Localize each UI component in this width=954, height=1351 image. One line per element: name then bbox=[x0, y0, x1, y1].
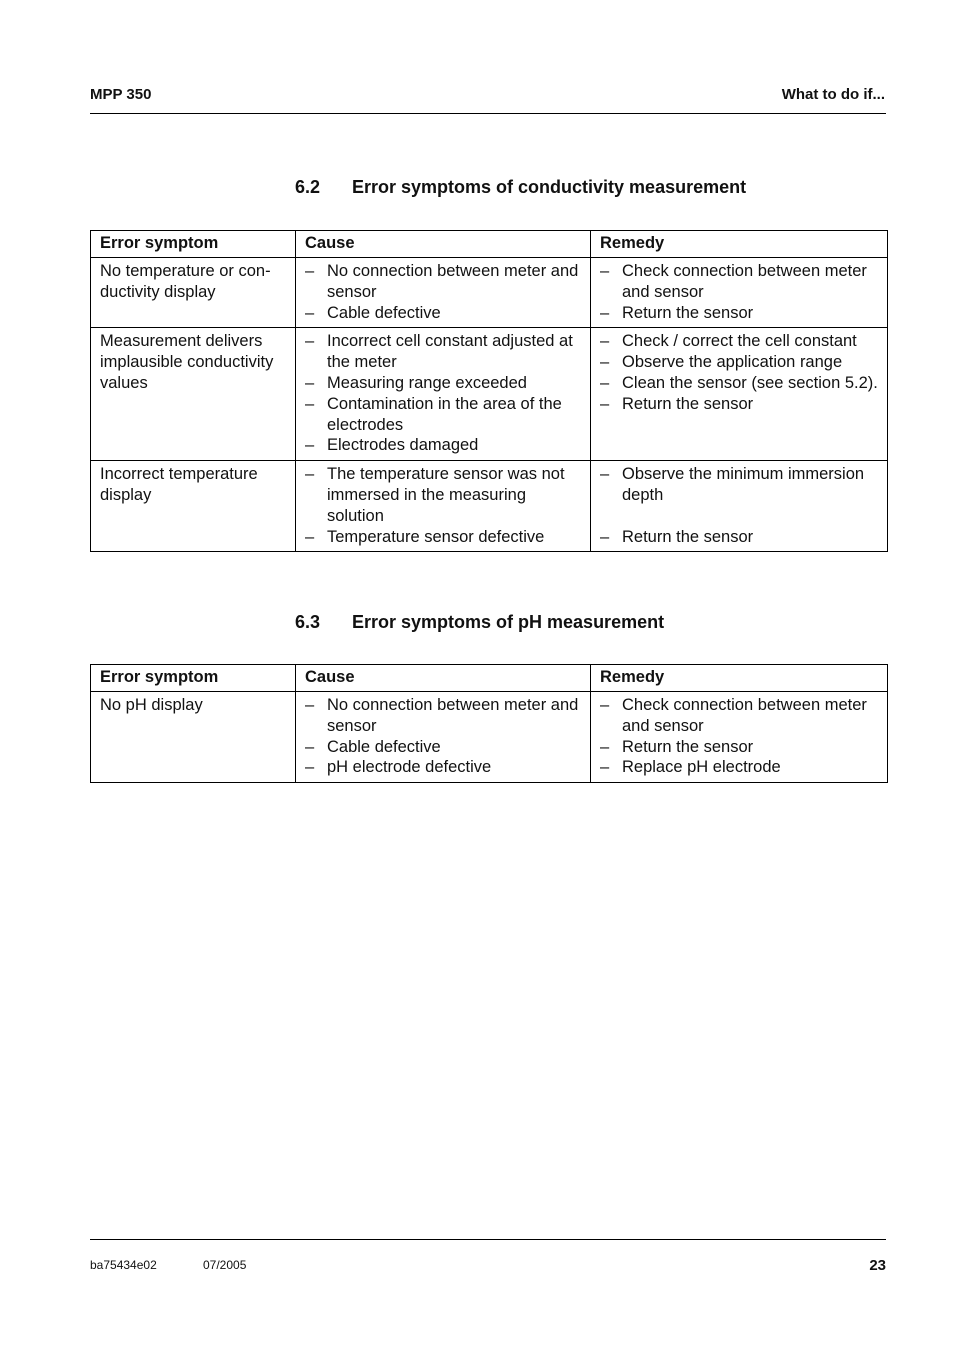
remedy-cell bbox=[591, 692, 888, 783]
remedy-item: – Return the sensor bbox=[600, 303, 883, 324]
cause-cell bbox=[296, 692, 591, 783]
column-header-error-symptom: Error symptom bbox=[91, 231, 296, 258]
remedy-item: – Clean the sensor (see section 5.2). bbox=[600, 373, 883, 394]
remedy-item: – Check connection between meter and sensor bbox=[600, 261, 883, 303]
remedy-item: – Check connection between meter and sensor bbox=[600, 695, 883, 737]
footer-rule bbox=[90, 1239, 886, 1240]
cause-item: – Electrodes damaged bbox=[305, 435, 586, 456]
error-symptom-cell: No temperature or con-ductivity display bbox=[91, 258, 296, 328]
footer-document-id: ba75434e02 bbox=[90, 1258, 157, 1272]
error-symptom-cell: No pH display bbox=[91, 692, 296, 783]
page-number: 23 bbox=[869, 1257, 886, 1274]
table-row bbox=[91, 258, 888, 328]
cause-cell bbox=[296, 328, 591, 461]
remedy-item: – Observe the minimum immersion depth bbox=[600, 464, 883, 506]
cause-item: – pH electrode defective bbox=[305, 757, 586, 778]
section-heading-6-3 bbox=[295, 612, 664, 633]
cause-item: – Cable defective bbox=[305, 737, 586, 758]
remedy-item: – Check / correct the cell constant bbox=[600, 331, 883, 352]
running-header-product: MPP 350 bbox=[90, 86, 152, 103]
remedy-cell bbox=[591, 258, 888, 328]
column-header-cause: Cause bbox=[296, 665, 591, 692]
remedy-item: – Return the sensor bbox=[600, 527, 883, 548]
remedy-item: – Replace pH electrode bbox=[600, 757, 883, 778]
table-row bbox=[91, 328, 888, 461]
cause-item: – Incorrect cell constant adjusted at the meter bbox=[305, 331, 586, 373]
cause-cell bbox=[296, 461, 591, 552]
section-title: Error symptoms of pH measurement bbox=[352, 612, 665, 632]
cause-cell bbox=[296, 258, 591, 328]
cause-item: – Cable defective bbox=[305, 303, 586, 324]
cause-item: – Temperature sensor defective bbox=[305, 527, 586, 548]
cause-item: – The temperature sensor was not immersed in the measuring solution bbox=[305, 464, 586, 526]
section-heading-6-2 bbox=[295, 177, 746, 198]
column-header-cause: Cause bbox=[296, 231, 591, 258]
section-number: 6.2 bbox=[295, 177, 321, 197]
column-header-error-symptom: Error symptom bbox=[91, 665, 296, 692]
running-header-chapter: What to do if... bbox=[781, 86, 885, 103]
conductivity-error-table bbox=[90, 230, 888, 552]
table-row bbox=[91, 461, 888, 552]
cause-item: – No connection between meter and sensor bbox=[305, 695, 586, 737]
remedy-item: – Return the sensor bbox=[600, 737, 883, 758]
column-header-remedy: Remedy bbox=[591, 665, 888, 692]
ph-error-table bbox=[90, 664, 888, 783]
remedy-item: – Observe the application range bbox=[600, 352, 883, 373]
table-header-row bbox=[91, 665, 888, 692]
remedy-cell bbox=[591, 328, 888, 461]
cause-item: – No connection between meter and sensor bbox=[305, 261, 586, 303]
remedy-item: – Return the sensor bbox=[600, 394, 883, 415]
section-number: 6.3 bbox=[295, 612, 321, 632]
error-symptom-cell: Incorrect temperature display bbox=[91, 461, 296, 552]
cause-item: – Contamination in the area of the electrodes bbox=[305, 394, 586, 436]
footer-date: 07/2005 bbox=[203, 1258, 247, 1272]
header-rule bbox=[90, 113, 886, 114]
table-row bbox=[91, 692, 888, 783]
column-header-remedy: Remedy bbox=[591, 231, 888, 258]
section-title: Error symptoms of conductivity measurement bbox=[352, 177, 747, 197]
remedy-cell bbox=[591, 461, 888, 552]
error-symptom-cell: Measurement delivers implausible conductivity values bbox=[91, 328, 296, 461]
cause-item: – Measuring range exceeded bbox=[305, 373, 586, 394]
table-header-row bbox=[91, 231, 888, 258]
